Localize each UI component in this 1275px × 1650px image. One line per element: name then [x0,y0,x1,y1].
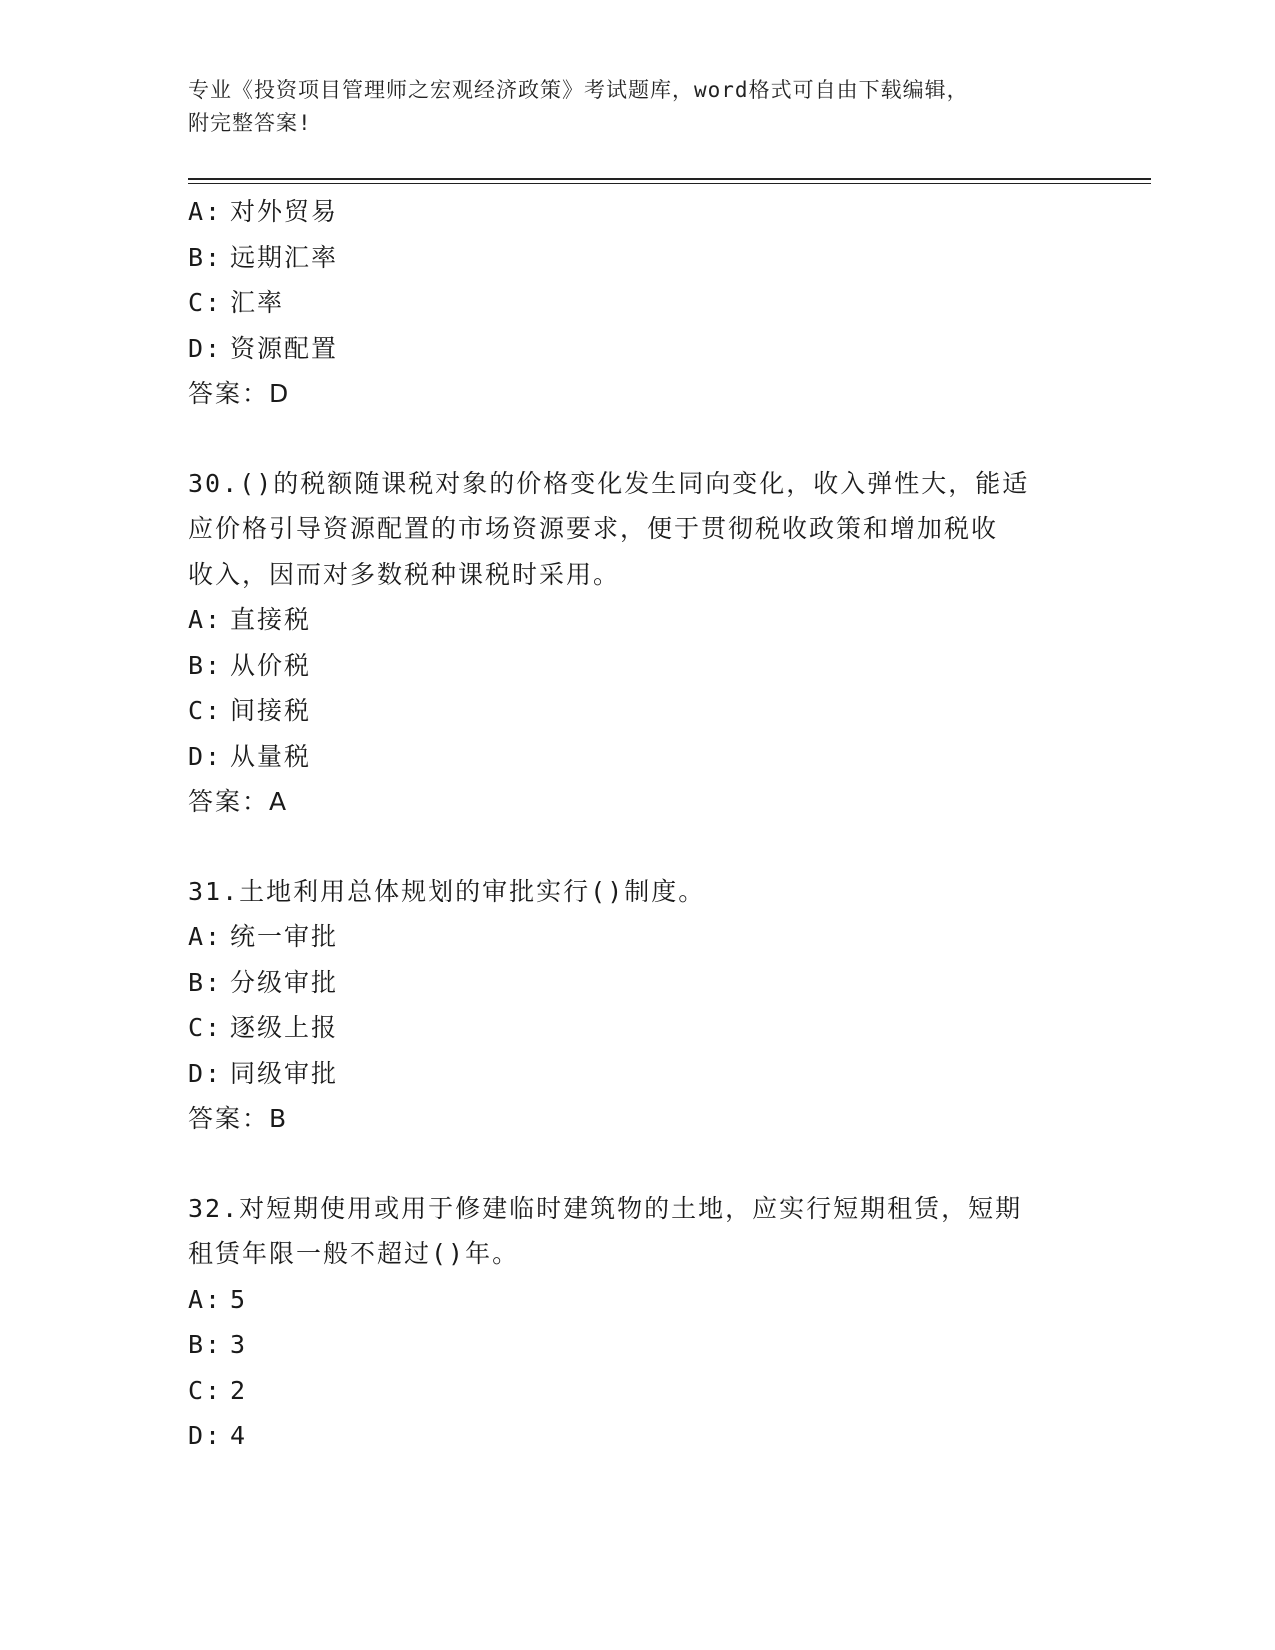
option-a: A: 5 [188,1284,248,1314]
option-d: D: 4 [188,1421,248,1450]
option-d: D: 资源配置 [188,333,339,363]
question-block-30 [188,461,1148,825]
option-b: B: 分级审批 [188,967,339,997]
answer-line: 答案：A [188,787,289,816]
question-block-prev [188,189,1148,417]
question-block-32 [188,1186,1148,1459]
document-content [188,189,1148,1459]
option-a: A: 统一审批 [188,922,339,951]
answer-line: 答案：B [188,1104,289,1133]
question-line: 30.()的税额随课税对象的价格变化发生同向变化，收入弹性大，能适 [188,468,1030,498]
option-c: C: 逐级上报 [188,1013,339,1042]
header-divider-thick [188,178,1151,180]
option-b: B: 3 [188,1330,248,1359]
question-text [188,1186,1068,1277]
option-d: D: 同级审批 [188,1058,339,1088]
option-c: C: 间接税 [188,696,312,725]
question-text [188,461,1068,598]
document-header [188,74,1088,140]
question-line: 31.土地利用总体规划的审批实行()制度。 [188,876,706,906]
question-block-31 [188,869,1148,1142]
option-b: B: 远期汇率 [188,242,339,272]
question-line: 收入，因而对多数税种课税时采用。 [188,559,621,589]
option-c: C: 2 [188,1375,248,1405]
option-a: A: 对外贸易 [188,197,339,226]
question-line: 应价格引导资源配置的市场资源要求，便于贯彻税收政策和增加税收 [188,514,999,543]
header-line-1: 专业《投资项目管理师之宏观经济政策》考试题库，word格式可自由下载编辑， [188,78,969,102]
option-d: D: 从量税 [188,741,312,771]
question-text [188,869,1068,915]
option-b: B: 从价税 [188,650,312,680]
option-a: A: 直接税 [188,605,312,634]
option-c: C: 汇率 [188,288,285,317]
question-line: 租赁年限一般不超过()年。 [188,1239,520,1268]
question-line: 32.对短期使用或用于修建临时建筑物的土地，应实行短期租赁，短期 [188,1193,1023,1223]
answer-line: 答案：D [188,379,291,408]
header-line-2: 附完整答案! [188,111,312,135]
header-divider-thin [188,183,1151,184]
